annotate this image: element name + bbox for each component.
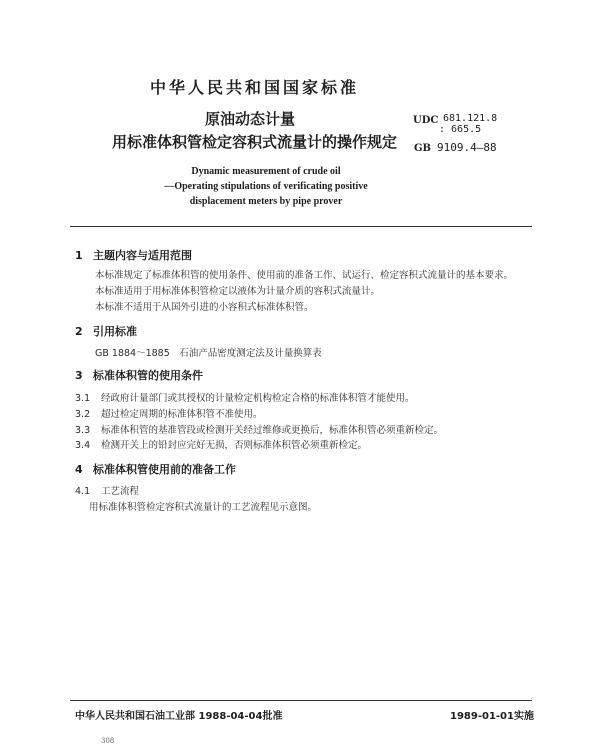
reference-standard: GB 1884～1885 石油产品密度测定法及计量换算表	[95, 348, 322, 359]
clause-number: 3.3	[75, 425, 91, 436]
clause-item	[75, 437, 367, 451]
document-title-line1: 原油动态计量	[205, 110, 296, 128]
gb-standard-number: 9109.4—88	[437, 141, 497, 154]
paragraph: 本标准适用于用标准体积管检定以液体为计量介质的容积式流量计。	[95, 286, 381, 297]
clause-item	[75, 390, 415, 404]
clause-text: 工艺流程	[101, 486, 140, 497]
english-title-line1: Dynamic measurement of crude oil	[191, 166, 341, 177]
clause-number: 3.1	[75, 393, 91, 404]
header-divider	[70, 226, 532, 227]
english-title-line3: displacement meters by pipe prover	[189, 196, 343, 207]
udc-value-2: : 665.5	[439, 124, 482, 135]
clause-number: 4.1	[75, 486, 91, 497]
paragraph: 本标准不适用于从国外引进的小容积式标准体积管。	[95, 302, 314, 313]
udc-label: UDC	[413, 115, 439, 126]
clause-number: 3.4	[75, 440, 91, 451]
udc-value-1: 681.121.8	[443, 113, 498, 124]
section-number: 3	[75, 369, 83, 382]
section-2-heading	[75, 323, 137, 339]
section-number: 1	[75, 249, 83, 262]
effective-date: 1989-01-01实施	[450, 711, 534, 722]
clause-item	[75, 406, 263, 420]
gb-label: GB	[414, 143, 431, 154]
section-title: 标准体积管使用前的准备工作	[93, 463, 236, 476]
section-1-heading	[75, 247, 192, 263]
paragraph: 本标准规定了标准体积管的使用条件、使用前的准备工作、试运行、检定容积式流量计的基本要求。	[95, 270, 514, 281]
paragraph: 用标准体积管检定容积式流量计的工艺流程见示意图。	[89, 502, 318, 513]
clause-number: 3.2	[75, 409, 91, 420]
page-number: 308	[101, 737, 115, 745]
clause-text: 超过检定周期的标准体积管不准使用。	[101, 409, 263, 420]
section-number: 2	[75, 325, 83, 338]
section-title: 标准体积管的使用条件	[93, 369, 203, 382]
clause-item	[75, 422, 443, 436]
document-title-line2: 用标准体积管检定容积式流量计的操作规定	[112, 133, 398, 151]
national-standard-heading: 中华人民共和国国家标准	[150, 78, 360, 97]
section-number: 4	[75, 463, 83, 476]
section-title: 主题内容与适用范围	[93, 249, 192, 262]
clause-text: 标准体积管的基准管段或检测开关经过维修或更换后，标准体积管必须重新检定。	[101, 425, 444, 436]
english-title-line2: —Operating stipulations of verificating positive	[164, 181, 368, 192]
approval-line: 中华人民共和国石油工业部 1988-04-04批准	[75, 711, 283, 722]
footer-divider	[70, 700, 532, 701]
section-3-heading	[75, 367, 203, 383]
clause-item	[75, 483, 139, 497]
clause-text: 检测开关上的铅封应完好无损，否则标准体积管必须重新检定。	[101, 440, 368, 451]
clause-text: 经政府计量部门或其授权的计量检定机构检定合格的标准体积管才能使用。	[101, 393, 415, 404]
section-title: 引用标准	[93, 325, 137, 338]
section-4-heading	[75, 461, 236, 477]
